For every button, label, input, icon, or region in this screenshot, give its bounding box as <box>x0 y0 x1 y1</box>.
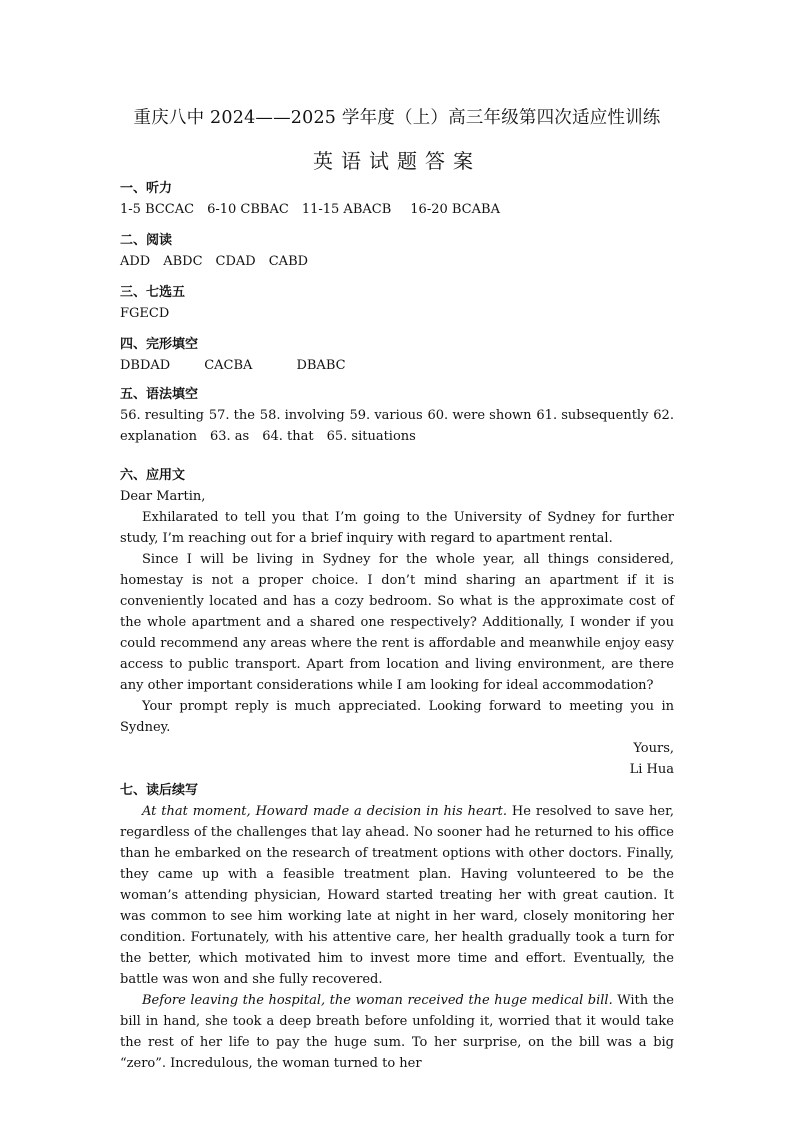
answer-item: explanation <box>120 429 197 444</box>
page-subtitle: 英语试题答案 <box>313 149 481 173</box>
answer-item: 57. the <box>208 408 255 423</box>
continuation-paragraph <box>120 990 674 1074</box>
answer-item: 62. <box>653 408 674 423</box>
section-heading: 三、七选五 <box>120 285 186 300</box>
letter-paragraph: Exhilarated to tell you that I’m going to the University of Sydney for further study, I’m reaching out for a brief inquiry with regard to apartment rental. <box>120 510 674 546</box>
continuation-section <box>120 780 674 1074</box>
answer-item: 60. were shown <box>427 408 532 423</box>
page-title: 重庆八中 2024——2025 学年度（上）高三年级第四次适应性训练 <box>133 108 661 128</box>
section-heading: 六、应用文 <box>120 468 186 483</box>
application-section <box>120 465 674 780</box>
paragraph-lead: At that moment, Howard made a decision in his heart. <box>142 804 508 819</box>
letter-paragraph: Since I will be living in Sydney for the whole year, all things considered, homestay is not a proper choice. I don’t mind sharing an apartment if it is conveniently located and has a cozy bedroom. So what is the approximate cost of the whole apartment and a shared one respectively? Additionally, I wonder if you could recommend any areas where the rent is affordable and meanwhile enjoy easy access to public transport. Apart from location and living environment, are there any other important considerations while I am looking for ideal accommodation? <box>120 552 674 693</box>
section-heading: 四、完形填空 <box>120 337 199 352</box>
section-heading: 五、语法填空 <box>120 387 199 402</box>
answer-group: 6-10 CBBAC <box>207 202 289 217</box>
section-heading: 七、读后续写 <box>120 783 199 798</box>
seven-five-answer: FGECD <box>120 306 170 321</box>
answer-sheet <box>120 100 674 1074</box>
reading-section <box>120 230 674 272</box>
paragraph-body: With the bill in hand, she took a deep breath before unfolding it, worried that it would take the rest of her life to pay the huge sum. To her surprise, on the bill was a big “zero”. Incredulous, the woman turned to her <box>120 993 674 1071</box>
answer-item: 64. that <box>262 429 314 444</box>
listening-section <box>120 178 674 220</box>
listening-answers <box>120 199 674 220</box>
letter-salutation: Dear Martin, <box>120 489 206 504</box>
paragraph-lead: Before leaving the hospital, the woman received the huge medical bill. <box>142 993 613 1008</box>
answer-item: 65. situations <box>326 429 416 444</box>
seven-five-section <box>120 282 674 324</box>
answer-item: 59. various <box>349 408 423 423</box>
cloze-section <box>120 334 674 376</box>
letter-closing: Yours, <box>633 741 674 756</box>
letter-paragraph: Your prompt reply is much appreciated. Looking forward to meeting you in Sydney. <box>120 699 674 735</box>
grammar-answers-line1 <box>120 405 674 426</box>
answer-group: ABDC <box>163 254 203 269</box>
cloze-answers <box>120 355 674 376</box>
paragraph-body: He resolved to save her, regardless of the challenges that lay ahead. No sooner had he returned to his office than he embarked on the research of treatment options with other doctors. Finally, they came up with a feasible treatment plan. Having volunteered to be the woman’s attending physician, Howard started treating her with great caution. It was common to see him working late at night in her ward, closely monitoring her condition. Fortunately, with his attentive care, her health gradually took a turn for the better, which motivated him to invest more time and effort. Eventually, the battle was won and she fully recovered. <box>120 804 675 987</box>
answer-group: 11-15 ABACB <box>301 202 392 217</box>
answer-group: 1-5 BCCAC <box>120 202 195 217</box>
grammar-section <box>120 384 674 447</box>
answer-item: 56. resulting <box>120 408 204 423</box>
section-heading: 二、阅读 <box>120 233 173 248</box>
answer-group: DBDAD <box>120 358 171 373</box>
answer-group: 16-20 BCABA <box>410 202 500 217</box>
letter-signature: Li Hua <box>629 762 674 777</box>
continuation-paragraph <box>120 801 674 990</box>
answer-group: CACBA <box>204 358 253 373</box>
reading-answers <box>120 251 674 272</box>
section-heading: 一、听力 <box>120 181 173 196</box>
answer-group: ADD <box>120 254 151 269</box>
answer-item: 58. involving <box>259 408 345 423</box>
answer-group: CDAD <box>215 254 256 269</box>
answer-group: DBABC <box>296 358 346 373</box>
grammar-answers-line2 <box>120 426 674 447</box>
answer-item: 61. subsequently <box>536 408 649 423</box>
answer-group: CABD <box>268 254 309 269</box>
answer-item: 63. as <box>209 429 250 444</box>
